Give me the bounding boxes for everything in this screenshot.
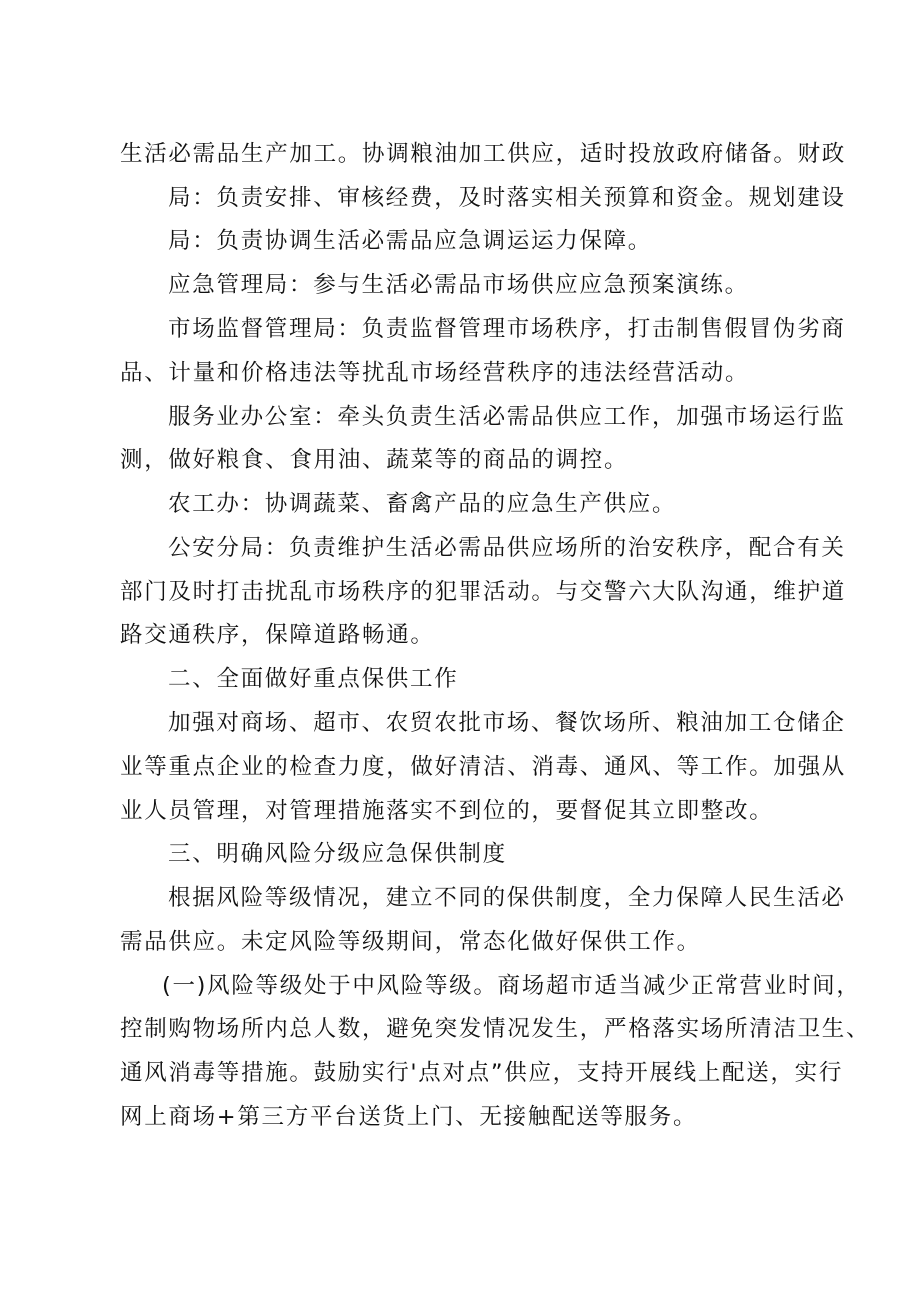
text-line: 市场监督管理局：负责监督管理市场秩序，打击制售假冒伪劣商: [168, 316, 846, 342]
text-line: 公安分局：负责维护生活必需品供应场所的治安秩序，配合有关: [168, 535, 846, 561]
section-heading: 三、明确风险分级应急保供制度: [168, 841, 507, 867]
text-line: 路交通秩序，保障道路畅通。: [120, 622, 435, 648]
text-line: 农工办：协调蔬菜、畜禽产品的应急生产供应。: [168, 491, 677, 517]
text-line: 局：负责协调生活必需品应急调运运力保障。: [168, 228, 653, 254]
text-line: 控制购物场所内总人数，避免突发情况发生，严格落实场所清洁卫生、: [120, 1016, 871, 1042]
text-line: 业等重点企业的检查力度，做好清洁、消毒、通风、等工作。加强从: [120, 754, 847, 780]
text-line: 局：负责安排、审核经费，及时落实相关预算和资金。规划建设: [168, 185, 846, 211]
text-line: 品、计量和价格违法等扰乱市场经营秩序的违法经营活动。: [120, 360, 750, 386]
text-line: 服务业办公室：牵头负责生活必需品供应工作，加强市场运行监: [168, 404, 846, 430]
text-line: 通风消毒等措施。鼓励实行'点对点”供应，支持开展线上配送，实行: [120, 1060, 844, 1086]
text-line: (一)风险等级处于中风险等级。商场超市适当减少正常营业时间，: [162, 973, 861, 999]
text-line: 测，做好粮食、食用油、蔬菜等的商品的调控。: [120, 447, 629, 473]
text-line: 网上商场+第三方平台送货上门、无接触配送等服务。: [120, 1104, 698, 1130]
text-line: 业人员管理，对管理措施落实不到位的，要督促其立即整改。: [120, 798, 774, 824]
text-line: 应急管理局：参与生活必需品市场供应应急预案演练。: [168, 272, 749, 298]
text-line: 根据风险等级情况，建立不同的保供制度，全力保障人民生活必: [168, 885, 846, 911]
section-heading: 二、全面做好重点保供工作: [168, 666, 459, 692]
text-line: 加强对商场、超市、农贸农批市场、餐饮场所、粮油加工仓储企: [168, 710, 846, 736]
text-line: 生活必需品生产加工。协调粮油加工供应，适时投放政府储备。财政: [120, 141, 847, 167]
text-line: 需品供应。未定风险等级期间，常态化做好保供工作。: [120, 929, 701, 955]
text-line: 部门及时打击扰乱市场秩序的犯罪活动。与交警六大队沟通，维护道: [120, 579, 847, 605]
